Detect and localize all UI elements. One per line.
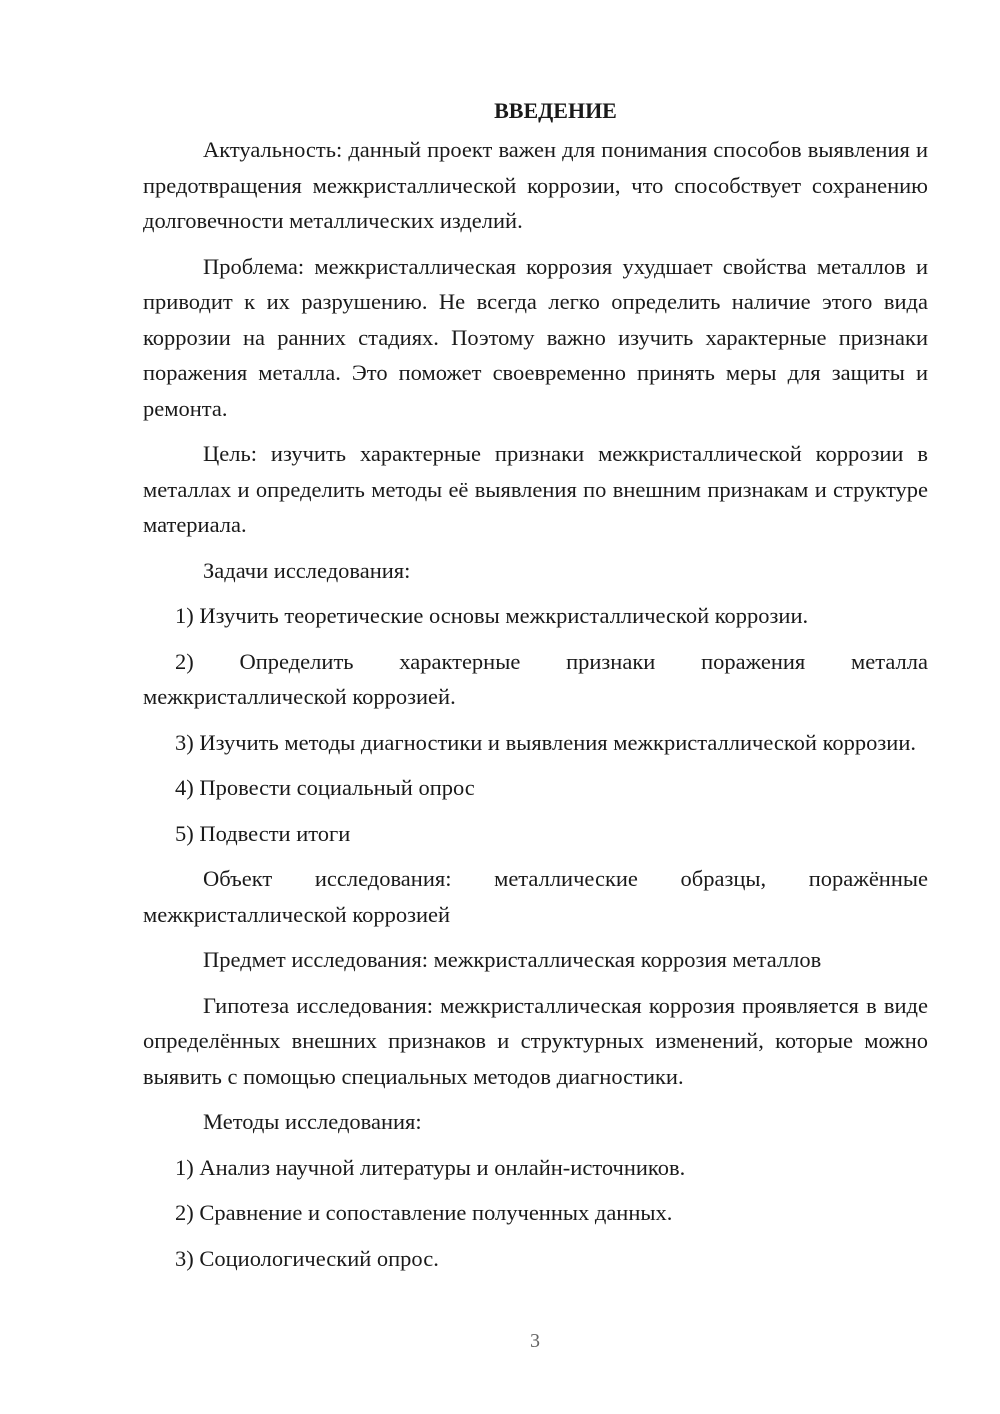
task-item-1: 1) Изучить теоретические основы межкристаллической коррозии.	[175, 603, 809, 628]
document-page	[143, 93, 928, 1286]
methods-heading: Методы исследования:	[203, 1109, 422, 1134]
object-paragraph: Объект исследования: металлические образцы, поражённые межкристаллической коррозией	[143, 866, 928, 927]
task-item-5: 5) Подвести итоги	[175, 820, 351, 846]
problem-paragraph: Проблема: межкристаллическая коррозия ухудшает свойства металлов и приводит к их разрушению. Не всегда легко определить наличие этого вида коррозии на ранних стадиях. Поэтому важно изучить характерные признаки поражения металла. Это поможет своевременно принять меры для защиты и ремонта.	[143, 253, 928, 421]
task-item-2: 2) Определить характерные признаки поражения металла межкристаллической коррозией.	[143, 648, 928, 709]
subject-paragraph: Предмет исследования: межкристаллическая коррозия металлов	[203, 947, 822, 972]
page-number: 3	[530, 1330, 540, 1352]
section-heading: ВВЕДЕНИЕ	[494, 98, 617, 123]
goal-paragraph: Цель: изучить характерные признаки межкристаллической коррозии в металлах и определить методы её выявления по внешним признакам и структуре материала.	[143, 441, 928, 537]
method-item-3: 3) Социологический опрос.	[175, 1245, 439, 1271]
method-item-1: 1) Анализ научной литературы и онлайн-источников.	[175, 1154, 686, 1180]
task-item-4: 4) Провести социальный опрос	[175, 775, 475, 800]
method-item-2: 2) Сравнение и сопоставление полученных данных.	[175, 1200, 673, 1225]
relevance-paragraph: Актуальность: данный проект важен для понимания способов выявления и предотвращения межкристаллической коррозии, что способствует сохранению долговечности металлических изделий.	[143, 137, 928, 233]
tasks-heading: Задачи исследования:	[203, 557, 411, 583]
task-item-3: 3) Изучить методы диагностики и выявления межкристаллической коррозии.	[175, 729, 916, 755]
hypothesis-paragraph: Гипотеза исследования: межкристаллическая коррозия проявляется в виде определённых внешних признаков и структурных изменений, которые можно выявить с помощью специальных методов диагностики.	[143, 992, 928, 1089]
